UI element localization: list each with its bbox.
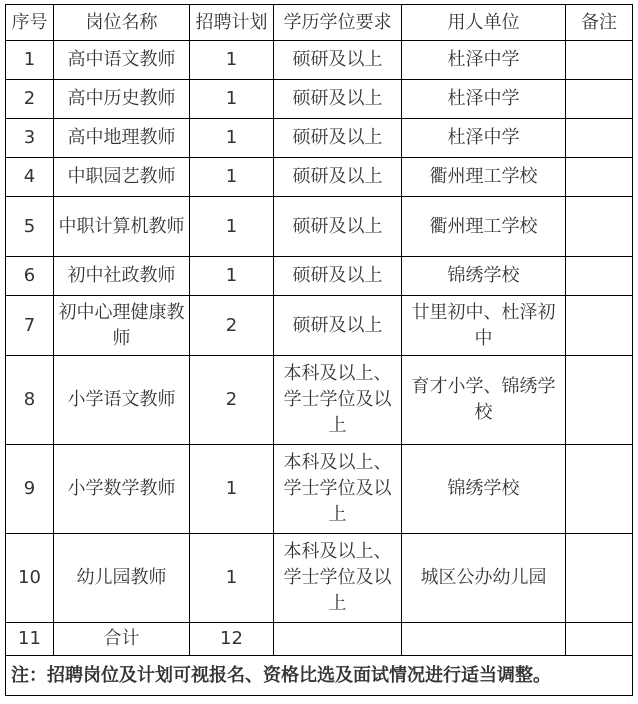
table-cell: 硕研及以上: [274, 257, 402, 296]
table-cell: 1: [190, 257, 274, 296]
table-cell: [566, 257, 633, 296]
table-cell: 硕研及以上: [274, 119, 402, 158]
table-cell: 7: [6, 296, 54, 356]
table-cell: [274, 623, 402, 656]
table-cell: 2: [6, 80, 54, 119]
table-cell: 城区公办幼儿园: [402, 534, 566, 623]
table-cell: 10: [6, 534, 54, 623]
table-cell: 育才小学、锦绣学校: [402, 356, 566, 445]
table-cell: 中职计算机教师: [54, 197, 190, 257]
table-note-row: [6, 656, 633, 696]
table-cell: 高中地理教师: [54, 119, 190, 158]
table-cell: 11: [6, 623, 54, 656]
table-cell: 1: [190, 197, 274, 257]
header-cell: 备注: [566, 5, 633, 41]
table-cell: 初中社政教师: [54, 257, 190, 296]
table-cell: 高中语文教师: [54, 41, 190, 80]
recruitment-table: [5, 4, 633, 696]
table-cell: 1: [6, 41, 54, 80]
table-cell: 3: [6, 119, 54, 158]
table-cell: 衢州理工学校: [402, 197, 566, 257]
table-cell: 硕研及以上: [274, 41, 402, 80]
table-cell: 硕研及以上: [274, 197, 402, 257]
table-row: [6, 41, 633, 80]
header-cell: 岗位名称: [54, 5, 190, 41]
table-cell: 9: [6, 445, 54, 534]
table-cell: 小学语文教师: [54, 356, 190, 445]
table-cell: [566, 119, 633, 158]
table-row: [6, 158, 633, 197]
table-note: 注：招聘岗位及计划可视报名、资格比选及面试情况进行适当调整。: [6, 656, 633, 696]
table-cell: [566, 356, 633, 445]
table-cell: 硕研及以上: [274, 158, 402, 197]
table-row: [6, 356, 633, 445]
table-cell: 1: [190, 41, 274, 80]
table-row: [6, 80, 633, 119]
table-cell: 4: [6, 158, 54, 197]
table-header-row: [6, 5, 633, 41]
table-cell: 幼儿园教师: [54, 534, 190, 623]
header-cell: 学历学位要求: [274, 5, 402, 41]
table-cell: 12: [190, 623, 274, 656]
table-cell: 2: [190, 296, 274, 356]
table-cell: [566, 41, 633, 80]
table-cell: 杜泽中学: [402, 119, 566, 158]
table-row: [6, 257, 633, 296]
table-cell: 本科及以上、学士学位及以上: [274, 534, 402, 623]
table-cell: 小学数学教师: [54, 445, 190, 534]
table-cell: [566, 80, 633, 119]
table-cell: 1: [190, 445, 274, 534]
table-cell: [566, 158, 633, 197]
table-cell: 高中历史教师: [54, 80, 190, 119]
header-cell: 用人单位: [402, 5, 566, 41]
table-row: [6, 296, 633, 356]
table-row: [6, 534, 633, 623]
table-row: [6, 119, 633, 158]
table-cell: [566, 197, 633, 257]
header-cell: 招聘计划: [190, 5, 274, 41]
table-cell: 本科及以上、学士学位及以上: [274, 356, 402, 445]
table-cell: [566, 445, 633, 534]
table-cell: 廿里初中、杜泽初中: [402, 296, 566, 356]
table-cell: [566, 623, 633, 656]
table-cell: 锦绣学校: [402, 257, 566, 296]
table-cell: 1: [190, 80, 274, 119]
table-cell: 1: [190, 119, 274, 158]
table-cell: 5: [6, 197, 54, 257]
table-cell: [402, 623, 566, 656]
table-row: [6, 197, 633, 257]
table-cell: 初中心理健康教师: [54, 296, 190, 356]
table-cell: 衢州理工学校: [402, 158, 566, 197]
table-row: [6, 445, 633, 534]
table-cell: 6: [6, 257, 54, 296]
table-cell: 硕研及以上: [274, 80, 402, 119]
table-cell: 1: [190, 158, 274, 197]
table-total-row: [6, 623, 633, 656]
table-cell: 锦绣学校: [402, 445, 566, 534]
table-cell: 合计: [54, 623, 190, 656]
table-cell: 杜泽中学: [402, 41, 566, 80]
table-cell: 8: [6, 356, 54, 445]
table-cell: 本科及以上、学士学位及以上: [274, 445, 402, 534]
table-cell: 硕研及以上: [274, 296, 402, 356]
table-cell: 中职园艺教师: [54, 158, 190, 197]
table-cell: 杜泽中学: [402, 80, 566, 119]
table-cell: [566, 534, 633, 623]
table-cell: 2: [190, 356, 274, 445]
table-cell: [566, 296, 633, 356]
table-cell: 1: [190, 534, 274, 623]
header-cell: 序号: [6, 5, 54, 41]
